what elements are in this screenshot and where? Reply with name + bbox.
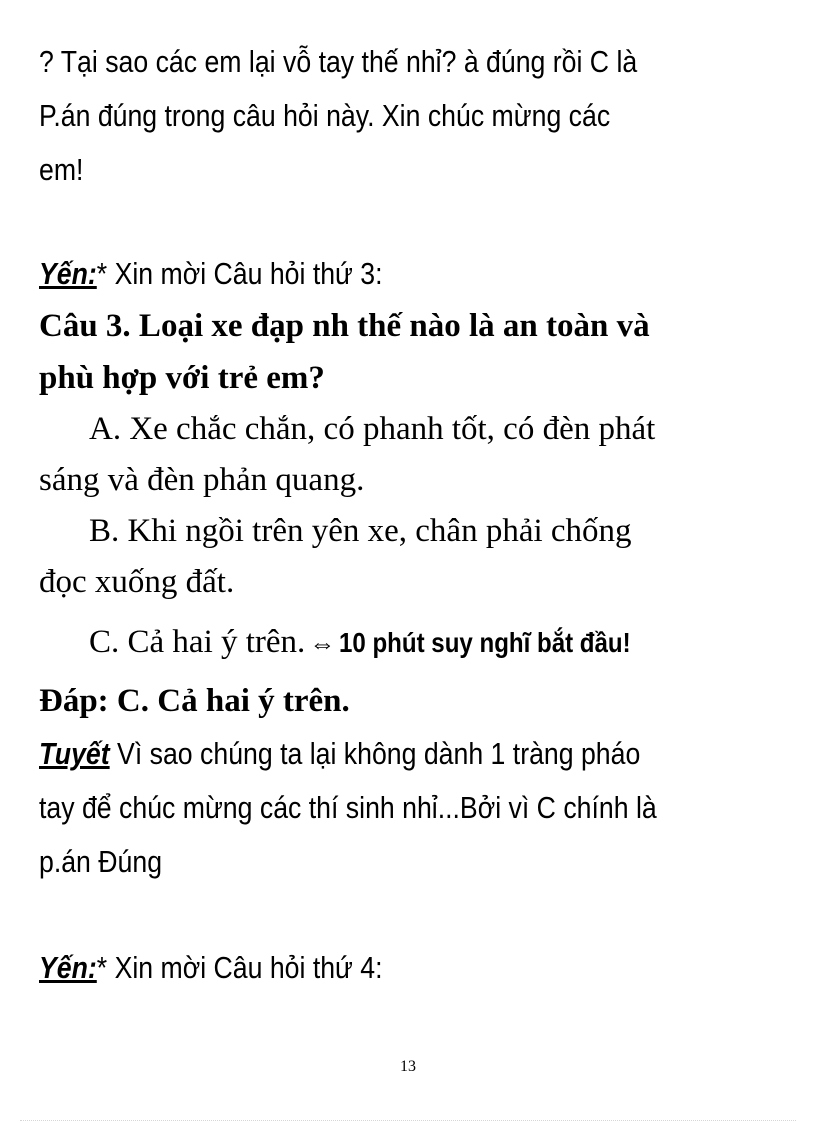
option-c-text: C. Cả hai ý trên. [89, 624, 306, 660]
option-b-line1: B. Khi ngồi trên yên xe, chân phải chống [89, 513, 632, 549]
para2-line3: p.án Đúng [39, 844, 163, 879]
page-bottom-divider [20, 1120, 796, 1121]
para2-line2: tay để chúc mừng các thí sinh nhỉ...Bởi vì C chính là [39, 790, 657, 825]
speaker-yen: Yến: [39, 256, 97, 291]
page-number: 13 [400, 1058, 416, 1075]
question-title-line1: Câu 3. Loại xe đạp nh thế nào là an toàn và [39, 308, 650, 344]
option-c [89, 622, 678, 662]
intro-question-3 [39, 254, 383, 294]
intro-text: * Xin mời Câu hỏi thứ 3: [96, 256, 383, 291]
intro-question-4 [39, 948, 383, 988]
double-arrow-icon: ⇔ [309, 629, 336, 658]
para2-text: Vì sao chúng ta lại không dành 1 tràng pháo [117, 736, 641, 771]
option-a-line1: A. Xe chắc chắn, có phanh tốt, có đèn phát [89, 411, 656, 447]
speaker-yen: Yến: [39, 950, 97, 985]
para2-line1 [39, 734, 640, 774]
option-a-line2: sáng và đèn phản quang. [39, 462, 365, 498]
speaker-tuyet: Tuyết [39, 736, 110, 771]
option-b-line2: đọc xuống đất. [39, 564, 235, 600]
timer-announcement: 10 phút suy nghĩ bắt đầu! [339, 627, 631, 658]
para1-line2: P.án đúng trong câu hỏi này. Xin chúc mừng các [39, 98, 611, 133]
para1-line1: ? Tại sao các em lại vỗ tay thế nhỉ? à đúng rồi C là [39, 44, 638, 79]
answer-line: Đáp: C. Cả hai ý trên. [39, 683, 350, 719]
para1-line3: em! [39, 152, 84, 187]
intro-text: * Xin mời Câu hỏi thứ 4: [96, 950, 383, 985]
question-title-line2: phù hợp với trẻ em? [39, 360, 325, 396]
